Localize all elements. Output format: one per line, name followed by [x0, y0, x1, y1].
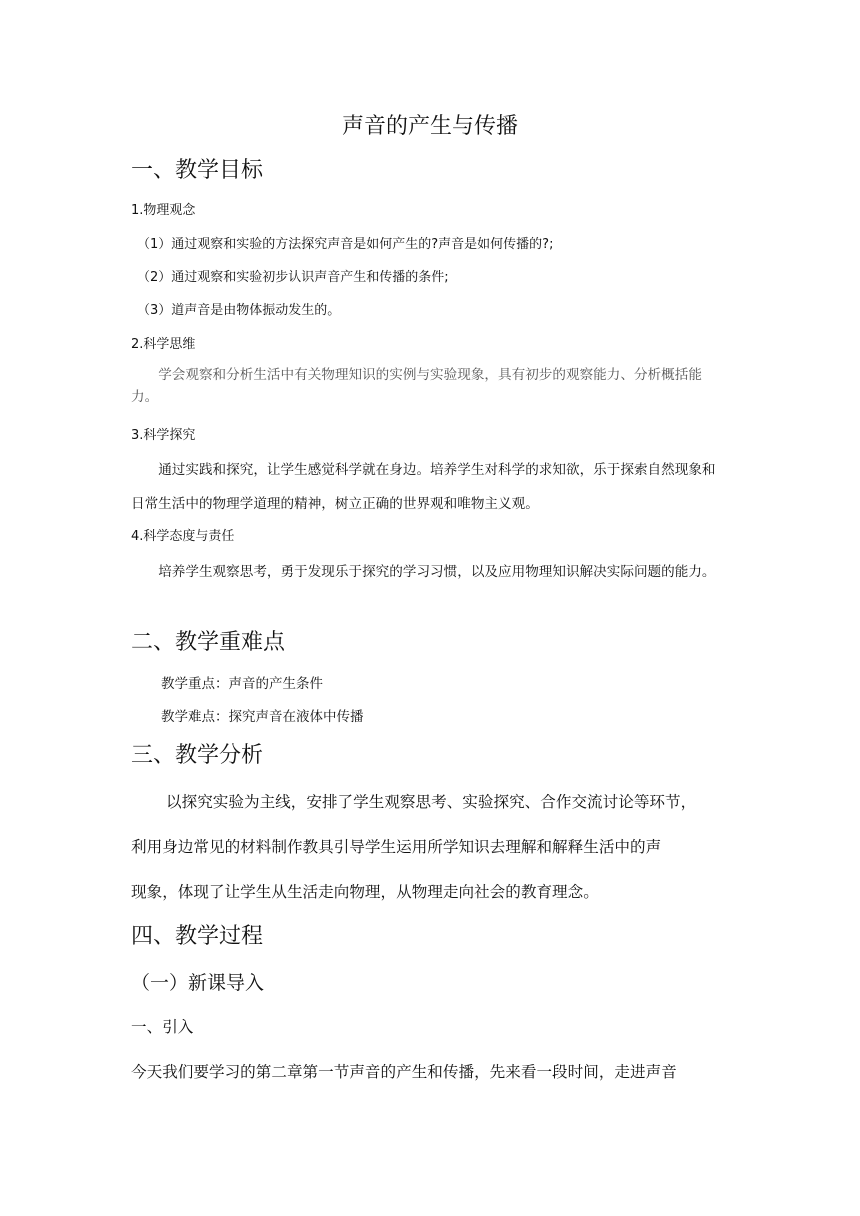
section-heading-analysis: 三、教学分析: [131, 743, 264, 768]
analysis-line-2: 利用身边常见的材料制作教具引导学生运用所学知识去理解和解释生活中的声: [131, 838, 662, 856]
difficult-point-text: 教学难点：探究声音在液体中传播: [161, 709, 364, 725]
list-item: （1）通过观察和实验的方法探究声音是如何产生的?声音是如何传播的?;: [137, 237, 554, 252]
key-point-text: 教学重点：声音的产生条件: [161, 676, 323, 692]
analysis-line-3: 现象，体现了让学生从生活走向物理，从物理走向社会的教育理念。: [131, 883, 599, 901]
analysis-line-1: 以探究实验为主线，安排了学生观察思考、实验探究、合作交流讨论等环节，: [166, 793, 697, 811]
subsection-label-scientific-inquiry: 3.科学探究: [131, 428, 196, 443]
intro-text: 今天我们要学习的第二章第一节声音的产生和传播，先来看一段时间，走进声音: [131, 1063, 677, 1081]
section-heading-objectives: 一、教学目标: [131, 158, 264, 183]
subsection-heading-new-lesson: （一）新课导入: [131, 972, 265, 994]
list-item: （3）道声音是由物体振动发生的。: [137, 303, 341, 318]
subsection-label-scientific-thinking: 2.科学思维: [131, 337, 196, 352]
paragraph-attitude: 培养学生观察思考，勇于发现乐于探究的学习习惯，以及应用物理知识解决实际问题的能力。: [158, 564, 716, 580]
intro-label: 一、引入: [131, 1018, 194, 1036]
document-title: 声音的产生与传播: [341, 114, 518, 139]
paragraph-scientific-inquiry: 通过实践和探究，让学生感觉科学就在身边。培养学生对科学的求知欲，乐于探索自然现象和日常生活中的物理学道理的精神，树立正确的世界观和唯物主义观。: [131, 462, 716, 512]
list-item: （2）通过观察和实验初步认识声音产生和传播的条件;: [137, 270, 449, 285]
paragraph-scientific-thinking: 学会观察和分析生活中有关物理知识的实例与实验现象，具有初步的观察能力、分析概括能力。: [131, 367, 702, 405]
subsection-label-attitude: 4.科学态度与责任: [131, 529, 235, 544]
subsection-label-physics-concept: 1.物理观念: [131, 203, 196, 218]
section-heading-key-difficult: 二、教学重难点: [131, 630, 286, 655]
section-heading-process: 四、教学过程: [131, 924, 264, 949]
